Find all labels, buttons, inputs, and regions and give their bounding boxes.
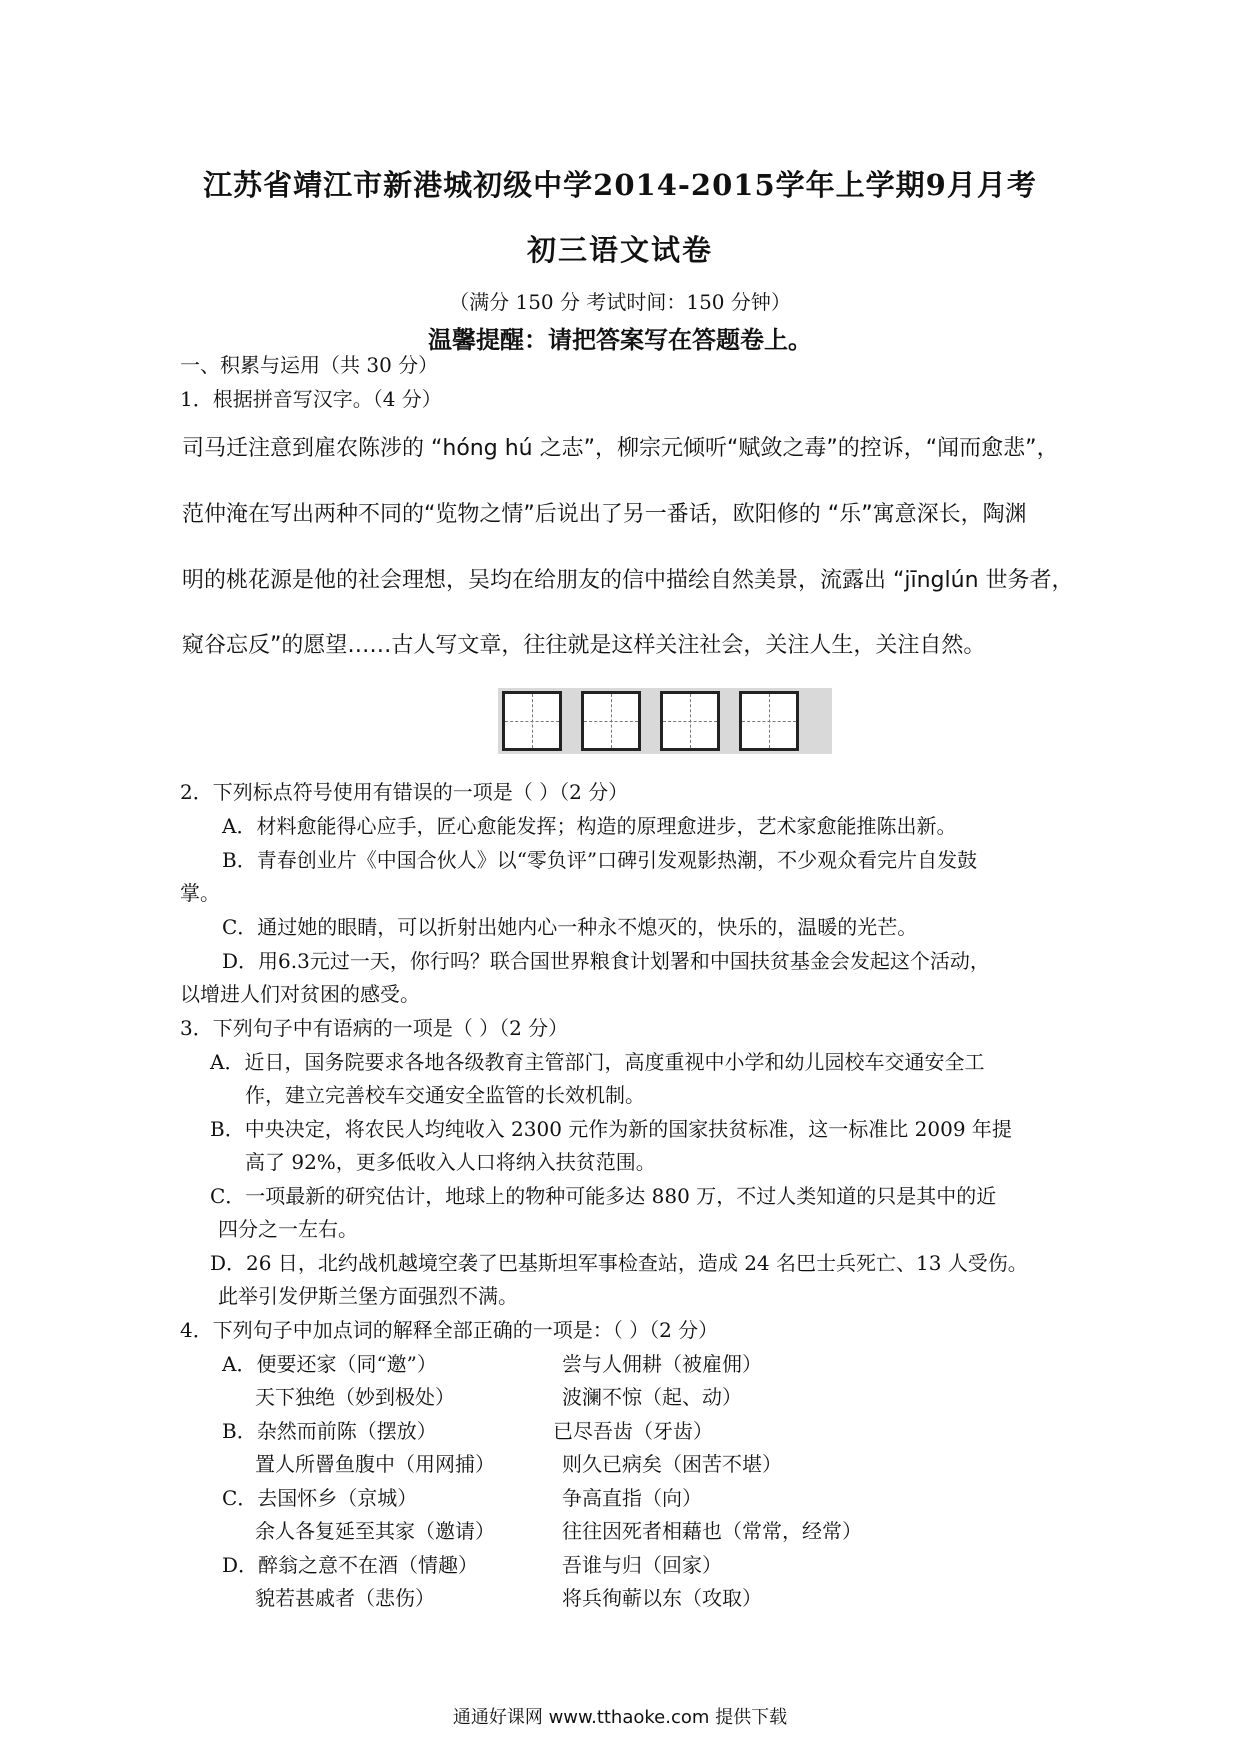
q4-item-right: 争高直指（向） [562, 1486, 702, 1510]
q4-item-left: 余人各复延至其家（邀请） [255, 1519, 495, 1543]
q4-item-right: 吾谁与归（回家） [562, 1553, 722, 1577]
q3-option-cont: 四分之一左右。 [218, 1217, 358, 1241]
answer-box [502, 691, 562, 751]
answer-reminder: 温馨提醒：请把答案写在答题卷上。 [428, 325, 812, 354]
q2-option: C．通过她的眼睛，可以折射出她内心一种永不熄灭的，快乐的，温暖的光芒。 [222, 915, 918, 939]
q3-option: D．26 日，北约战机越境空袭了巴基斯坦军事检查站，造成 24 名巴士兵死亡、13 人受伤。 [210, 1251, 1028, 1275]
q4-item-right: 已尽吾齿（牙齿） [553, 1419, 713, 1443]
q4-item-right: 尝与人佣耕（被雇佣） [562, 1352, 762, 1376]
q4-stem: 4．下列句子中加点词的解释全部正确的一项是：（ ）（2 分） [180, 1318, 719, 1342]
q3-option: C．一项最新的研究估计，地球上的物种可能多达 880 万，不过人类知道的只是其中的近 [210, 1184, 997, 1208]
answer-box [581, 691, 641, 751]
q2-option-cont: 掌。 [180, 881, 220, 905]
q3-option-cont: 高了 92%，更多低收入人口将纳入扶贫范围。 [245, 1150, 656, 1174]
passage-line: 明的桃花源是他的社会理想，吴均在给朋友的信中描绘自然美景，流露出 “jīnglún 世务者， [182, 568, 1074, 593]
q4-item-left: 置人所罾鱼腹中（用网捕） [255, 1452, 495, 1476]
q4-item-left: A．便要还家（同“邀”） [222, 1352, 437, 1376]
q3-option: B．中央决定，将农民人均纯收入 2300 元作为新的国家扶贫标准，这一标准比 2009 年提 [210, 1117, 1012, 1141]
q4-item-left: B．杂然而前陈（摆放） [222, 1419, 437, 1443]
answer-grid [498, 688, 832, 754]
q3-option-cont: 作，建立完善校车交通安全监管的长效机制。 [245, 1083, 645, 1107]
q4-item-left: D．醉翁之意不在酒（情趣） [222, 1553, 479, 1577]
section-heading: 一、积累与运用（共 30 分） [180, 353, 439, 377]
q2-option-cont: 以增进人们对贫困的感受。 [180, 982, 420, 1006]
passage-line: 范仲淹在写出两种不同的“览物之情”后说出了另一番话，欧阳修的 “乐”寓意深长，陶渊 [182, 502, 1027, 527]
q2-option: A．材料愈能得心应手，匠心愈能发挥；构造的原理愈进步，艺术家愈能推陈出新。 [222, 814, 957, 838]
answer-box [739, 691, 799, 751]
q4-item-left: C．去国怀乡（京城） [222, 1486, 418, 1510]
q4-item-right: 则久已病矣（困苦不堪） [562, 1452, 782, 1476]
passage-line: 司马迁注意到雇农陈涉的 “hóng hú 之志”，柳宗元倾听“赋敛之毒”的控诉，“闻而愈悲”， [182, 436, 1059, 461]
answer-box [660, 691, 720, 751]
q4-item-right: 波澜不惊（起、动） [562, 1385, 742, 1409]
q2-option: D．用6.3元过一天，你行吗？联合国世界粮食计划署和中国扶贫基金会发起这个活动， [222, 949, 990, 973]
q4-item-left: 天下独绝（妙到极处） [255, 1385, 455, 1409]
q3-stem: 3．下列句子中有语病的一项是（ ）（2 分） [180, 1016, 569, 1040]
exam-subtitle: 初三语文试卷 [526, 233, 713, 267]
q4-item-left: 貌若甚戚者（悲伤） [255, 1586, 435, 1610]
q4-item-right: 将兵徇蕲以东（攻取） [562, 1586, 762, 1610]
passage-line: 窥谷忘反”的愿望……古人写文章，往往就是这样关注社会，关注人生，关注自然。 [182, 633, 986, 658]
q2-stem: 2．下列标点符号使用有错误的一项是（ ）（2 分） [180, 780, 629, 804]
q3-option: A．近日，国务院要求各地各级教育主管部门，高度重视中小学和幼儿园校车交通安全工 [210, 1050, 985, 1074]
q3-option-cont: 此举引发伊斯兰堡方面强烈不满。 [218, 1284, 518, 1308]
q2-option: B．青春创业片《中国合伙人》以“零负评”口碑引发观影热潮，不少观众看完片自发鼓 [222, 848, 978, 872]
q4-item-right: 往往因死者相藉也（常常，经常） [562, 1519, 862, 1543]
exam-title: 江苏省靖江市新港城初级中学2014-2015学年上学期9月月考 [203, 168, 1037, 202]
q1-stem: 1．根据拼音写汉字。（4 分） [180, 387, 442, 411]
exam-meta: （满分 150 分 考试时间：150 分钟） [449, 290, 791, 314]
footer-credit: 通通好课网 www.tthaoke.com 提供下载 [452, 1707, 788, 1728]
